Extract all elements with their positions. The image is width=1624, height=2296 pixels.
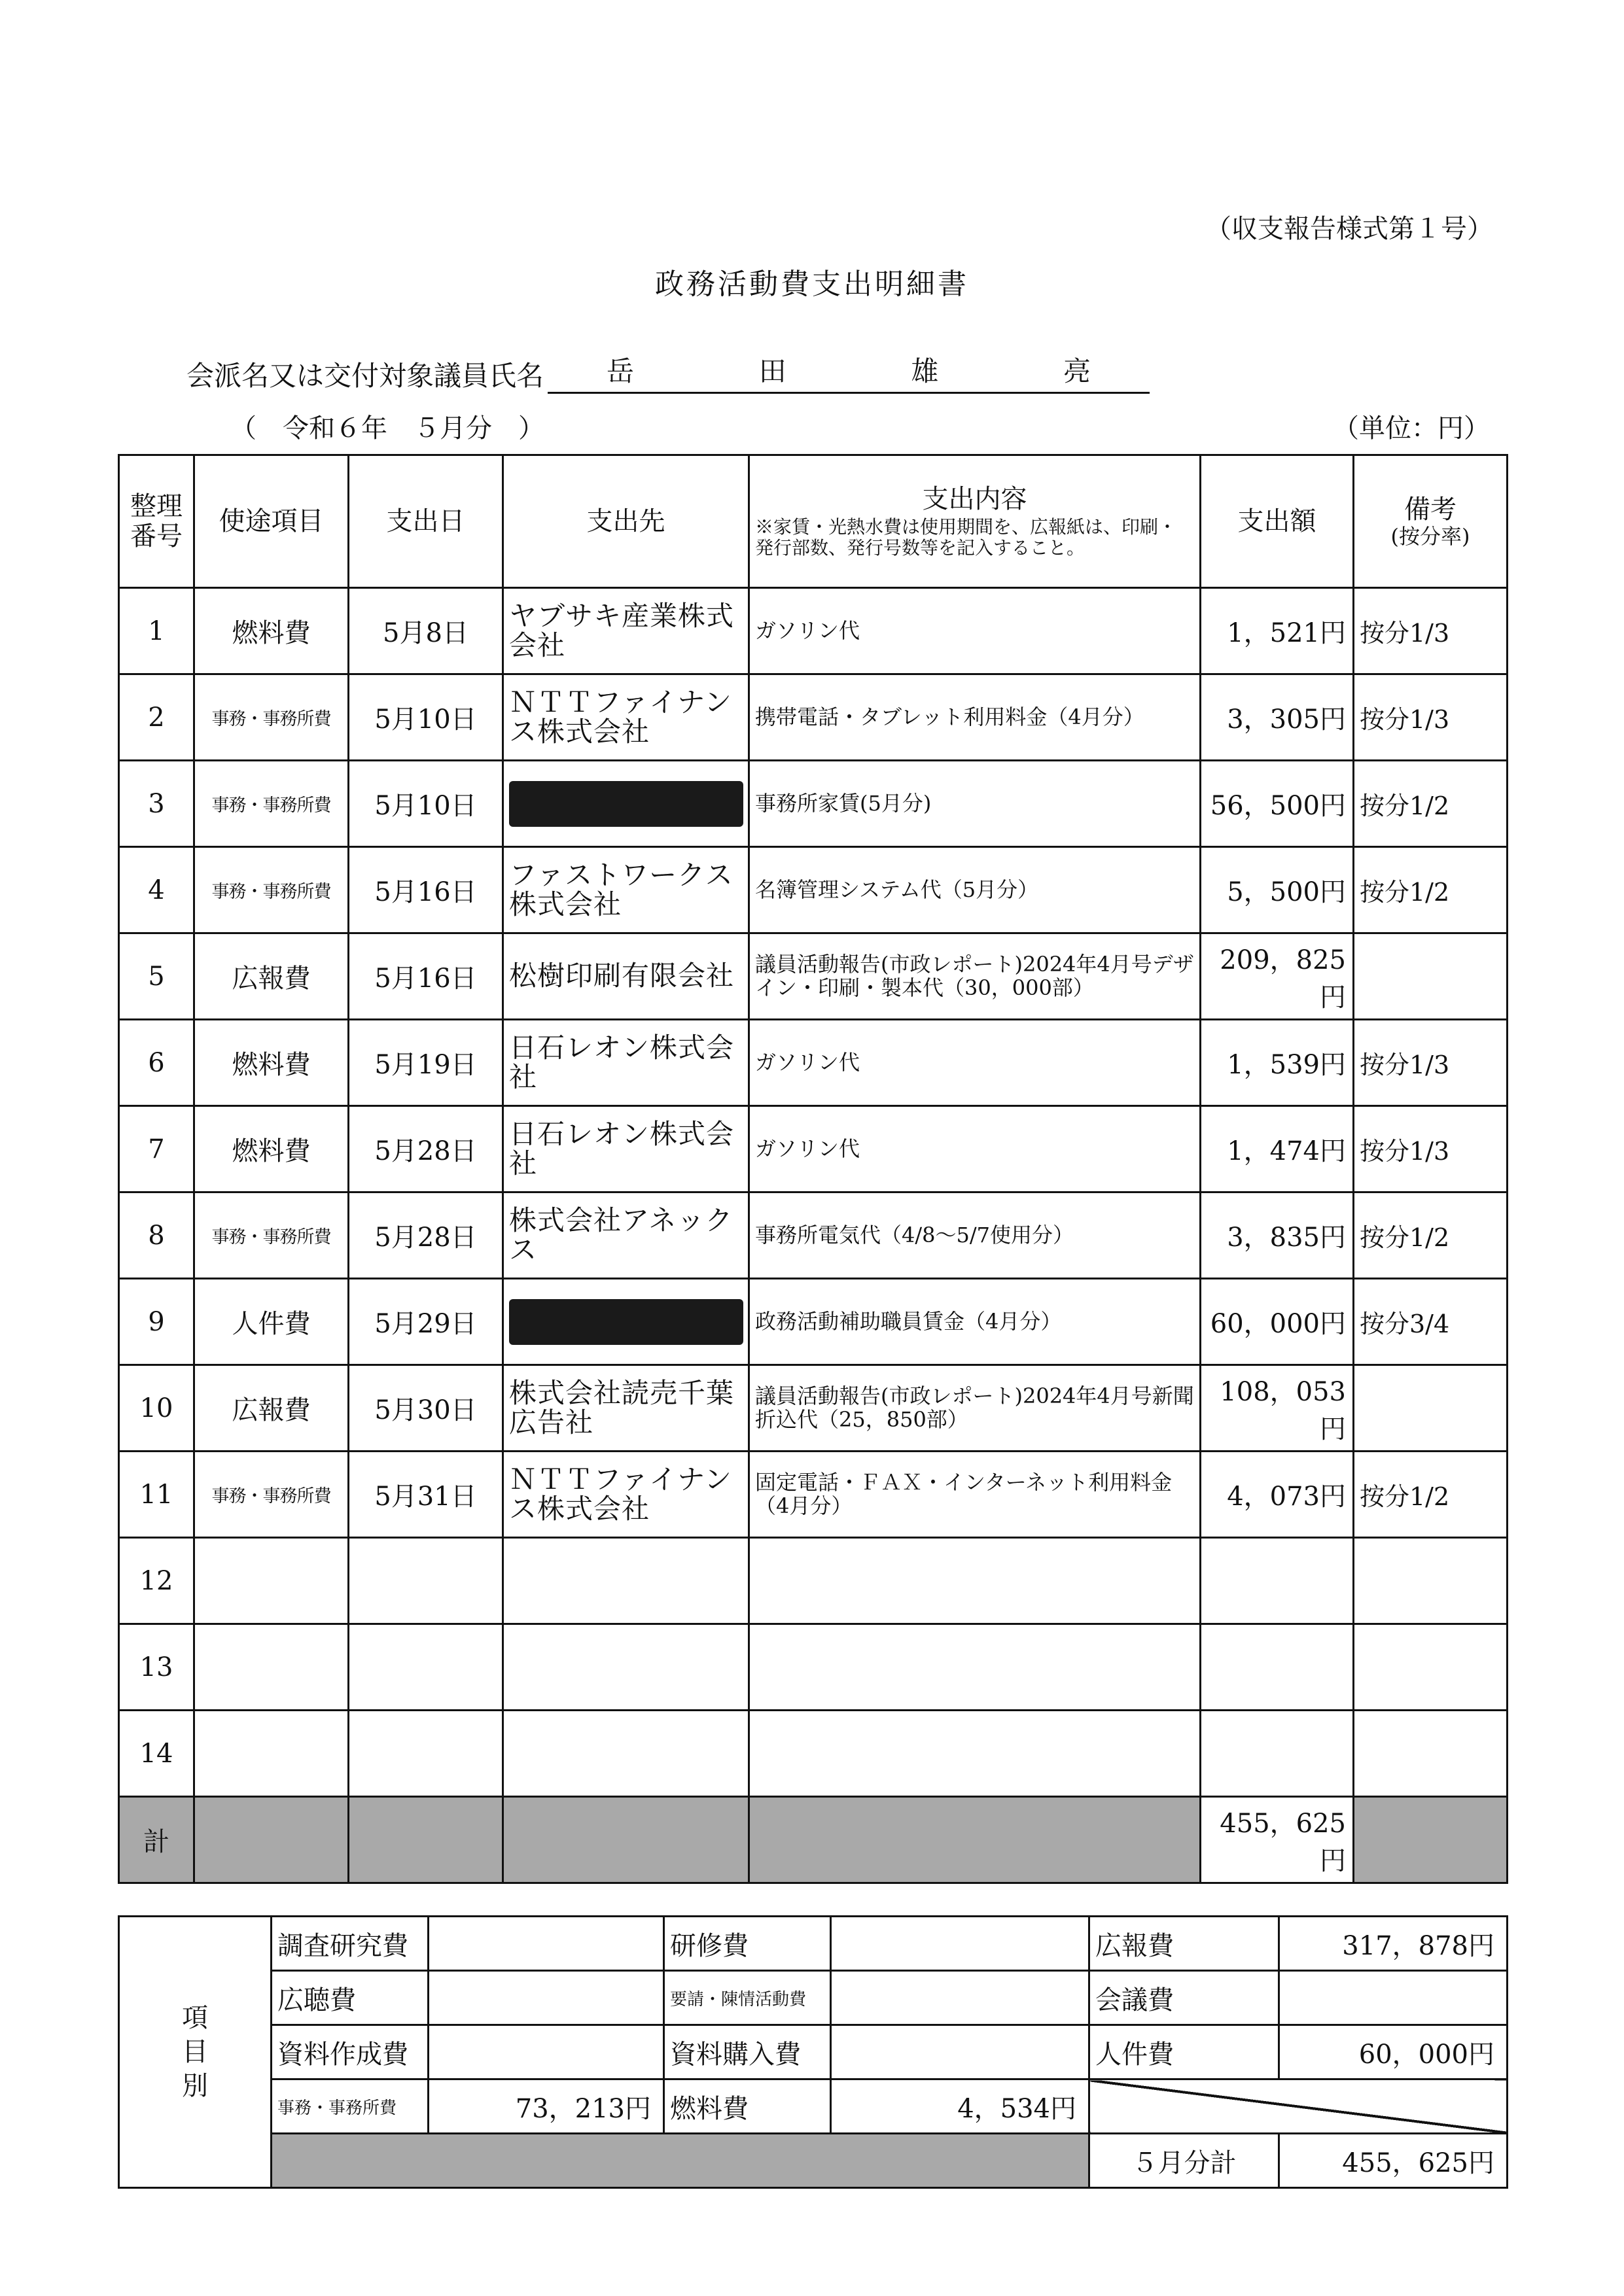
fuel-label: 燃料費 (664, 2079, 831, 2134)
petition-value (831, 1971, 1089, 2025)
unit-label: （単位：円） (1333, 413, 1490, 444)
row-memo: 按分1/2 (1354, 1192, 1508, 1279)
row-no: 12 (119, 1538, 194, 1624)
row-amount: 1，474円 (1201, 1106, 1354, 1192)
row-payee (503, 1624, 749, 1711)
row-category: 燃料費 (194, 1020, 349, 1106)
row-category (194, 1711, 349, 1797)
row-memo (1354, 1711, 1508, 1797)
research-value (429, 1917, 664, 1971)
row-memo: 按分1/3 (1354, 1106, 1508, 1192)
table-row (119, 1106, 1508, 1192)
total-row (119, 1797, 1508, 1883)
total-filler (349, 1797, 503, 1883)
row-memo (1354, 1624, 1508, 1711)
table-row (119, 1020, 1508, 1106)
row-amount: 3，835円 (1201, 1192, 1354, 1279)
row-amount (1201, 1624, 1354, 1711)
total-filler (749, 1797, 1201, 1883)
row-detail: 政務活動補助職員賃金（4月分） (749, 1279, 1201, 1365)
header-detail-title: 支出内容 (922, 483, 1027, 514)
redaction-bar (509, 781, 743, 827)
row-category: 人件費 (194, 1279, 349, 1365)
office-value: 73，213円 (429, 2079, 664, 2134)
table-row (119, 674, 1508, 761)
row-detail: ガソリン代 (749, 1106, 1201, 1192)
row-category: 燃料費 (194, 1106, 349, 1192)
hearing-value (429, 1971, 664, 2025)
header-detail (749, 455, 1201, 588)
row-no: 4 (119, 847, 194, 933)
row-date: 5月28日 (349, 1192, 503, 1279)
gray-filler (272, 2134, 1089, 2188)
meeting-value (1279, 1971, 1508, 2025)
row-no: 5 (119, 933, 194, 1020)
header-detail-note: ※家賃・光熱水費は使用期間を、広報紙は、印刷・発行部数、発行号数等を記入すること。 (755, 515, 1177, 559)
table-row (119, 1279, 1508, 1365)
row-amount: 3，305円 (1201, 674, 1354, 761)
summary-side-label (119, 1917, 272, 2188)
total-amount: 455，625円 (1201, 1797, 1354, 1883)
research-label: 調査研究費 (272, 1917, 429, 1971)
row-detail (749, 1711, 1201, 1797)
page-title: 政務活動費支出明細書 (655, 268, 969, 301)
office-label: 事務・事務所費 (272, 2079, 429, 2134)
row-no: 10 (119, 1365, 194, 1452)
row-date (349, 1538, 503, 1624)
row-payee: 松樹印刷有限会社 (503, 933, 749, 1020)
table-row (119, 1365, 1508, 1452)
table-row (119, 1624, 1508, 1711)
row-amount: 1，539円 (1201, 1020, 1354, 1106)
row-no: 6 (119, 1020, 194, 1106)
row-detail: 議員活動報告(市政レポート)2024年4月号デザイン・印刷・製本代（30，000部） (749, 933, 1201, 1020)
redaction-bar (509, 1299, 743, 1345)
row-amount: 5，500円 (1201, 847, 1354, 933)
row-payee (503, 761, 749, 847)
total-filler (503, 1797, 749, 1883)
row-category: 事務・事務所費 (194, 1452, 349, 1538)
row-date (349, 1624, 503, 1711)
row-detail: 事務所家賃(5月分) (749, 761, 1201, 847)
docpurchase-value (831, 2025, 1089, 2079)
row-no: 9 (119, 1279, 194, 1365)
row-no: 1 (119, 588, 194, 674)
row-memo (1354, 933, 1508, 1020)
row-amount: 60，000円 (1201, 1279, 1354, 1365)
row-amount: 209，825円 (1201, 933, 1354, 1020)
name-label: 会派名又は交付対象議員氏名 (186, 360, 544, 392)
member-name (548, 350, 1150, 394)
row-date: 5月30日 (349, 1365, 503, 1452)
row-amount: 56，500円 (1201, 761, 1354, 847)
row-payee: ヤブサキ産業株式会社 (503, 588, 749, 674)
row-amount (1201, 1711, 1354, 1797)
pr-value: 317，878円 (1279, 1917, 1508, 1971)
row-memo: 按分1/3 (1354, 1020, 1508, 1106)
row-memo (1354, 1365, 1508, 1452)
name-row (186, 350, 1150, 394)
header-memo (1354, 455, 1508, 588)
row-amount: 4，073円 (1201, 1452, 1354, 1538)
table-row (119, 588, 1508, 674)
row-memo: 按分1/2 (1354, 847, 1508, 933)
row-detail: 議員活動報告(市政レポート)2024年4月号新聞折込代（25，850部） (749, 1365, 1201, 1452)
row-memo: 按分1/2 (1354, 1452, 1508, 1538)
row-detail: ガソリン代 (749, 1020, 1201, 1106)
row-payee: ファストワークス株式会社 (503, 847, 749, 933)
docmaking-label: 資料作成費 (272, 2025, 429, 2079)
header-no: 整理番号 (119, 455, 194, 588)
pr-label: 広報費 (1089, 1917, 1279, 1971)
header-amount: 支出額 (1201, 455, 1354, 588)
row-category: 事務・事務所費 (194, 761, 349, 847)
form-number: （収支報告様式第１号） (1205, 214, 1493, 244)
table-row (119, 1711, 1508, 1797)
row-payee (503, 1711, 749, 1797)
row-memo: 按分1/3 (1354, 674, 1508, 761)
row-date: 5月28日 (349, 1106, 503, 1192)
row-detail: 事務所電気代（4/8～5/7使用分） (749, 1192, 1201, 1279)
name-char: 田 (758, 355, 786, 387)
summary-side-text: 項目別 (182, 2003, 208, 2101)
training-label: 研修費 (664, 1917, 831, 1971)
row-payee: ＮＴＴファイナンス株式会社 (503, 674, 749, 761)
row-payee (503, 1279, 749, 1365)
hearing-label: 広聴費 (272, 1971, 429, 2025)
row-date: 5月8日 (349, 588, 503, 674)
row-detail (749, 1624, 1201, 1711)
row-category: 燃料費 (194, 588, 349, 674)
header-payee: 支出先 (503, 455, 749, 588)
name-char: 亮 (1063, 355, 1091, 387)
training-value (831, 1917, 1089, 1971)
total-label: 計 (119, 1797, 194, 1883)
row-memo: 按分1/3 (1354, 588, 1508, 674)
row-date: 5月16日 (349, 933, 503, 1020)
row-no: 11 (119, 1452, 194, 1538)
row-no: 2 (119, 674, 194, 761)
table-row (119, 933, 1508, 1020)
row-amount: 108，053円 (1201, 1365, 1354, 1452)
row-category (194, 1538, 349, 1624)
petition-label: 要請・陳情活動費 (664, 1971, 831, 2025)
row-no: 8 (119, 1192, 194, 1279)
table-row (119, 1452, 1508, 1538)
row-date: 5月31日 (349, 1452, 503, 1538)
table-row (119, 1538, 1508, 1624)
header-date: 支出日 (349, 455, 503, 588)
row-payee: 日石レオン株式会社 (503, 1020, 749, 1106)
row-payee: 日石レオン株式会社 (503, 1106, 749, 1192)
header-memo-sub: (按分率) (1390, 523, 1470, 549)
row-detail (749, 1538, 1201, 1624)
row-category: 事務・事務所費 (194, 674, 349, 761)
row-category (194, 1624, 349, 1711)
row-memo: 按分3/4 (1354, 1279, 1508, 1365)
row-amount (1201, 1538, 1354, 1624)
row-detail: 固定電話・ＦＡＸ・インターネット利用料金（4月分） (749, 1452, 1201, 1538)
row-category: 広報費 (194, 1365, 349, 1452)
table-row (119, 1192, 1508, 1279)
row-detail: 携帯電話・タブレット利用料金（4月分） (749, 674, 1201, 761)
row-payee: 株式会社読売千葉広告社 (503, 1365, 749, 1452)
name-char: 岳 (607, 355, 635, 387)
total-filler (1354, 1797, 1508, 1883)
row-category: 事務・事務所費 (194, 847, 349, 933)
month-total-label: ５月分計 (1089, 2134, 1279, 2188)
name-char: 雄 (911, 355, 939, 387)
row-payee (503, 1538, 749, 1624)
period: （ 令和６年 ５月分 ） (230, 413, 544, 444)
row-date: 5月19日 (349, 1020, 503, 1106)
fuel-value: 4，534円 (831, 2079, 1089, 2134)
table-row (119, 761, 1508, 847)
row-category: 広報費 (194, 933, 349, 1020)
total-filler (194, 1797, 349, 1883)
row-date: 5月16日 (349, 847, 503, 933)
row-date: 5月10日 (349, 761, 503, 847)
row-memo: 按分1/2 (1354, 761, 1508, 847)
personnel-value: 60，000円 (1279, 2025, 1508, 2079)
expense-table (118, 454, 1508, 1884)
row-no: 13 (119, 1624, 194, 1711)
diagonal-cell (1089, 2079, 1508, 2134)
row-no: 14 (119, 1711, 194, 1797)
docmaking-value (429, 2025, 664, 2079)
row-no: 7 (119, 1106, 194, 1192)
personnel-label: 人件費 (1089, 2025, 1279, 2079)
row-category: 事務・事務所費 (194, 1192, 349, 1279)
row-detail: ガソリン代 (749, 588, 1201, 674)
row-date: 5月10日 (349, 674, 503, 761)
row-no: 3 (119, 761, 194, 847)
row-amount: 1，521円 (1201, 588, 1354, 674)
meeting-label: 会議費 (1089, 1971, 1279, 2025)
row-payee: ＮＴＴファイナンス株式会社 (503, 1452, 749, 1538)
row-date: 5月29日 (349, 1279, 503, 1365)
summary-table (118, 1915, 1508, 2189)
table-row (119, 847, 1508, 933)
header-category: 使途項目 (194, 455, 349, 588)
row-memo (1354, 1538, 1508, 1624)
row-payee: 株式会社アネックス (503, 1192, 749, 1279)
header-memo-title: 備考 (1404, 494, 1456, 525)
row-detail: 名簿管理システム代（5月分） (749, 847, 1201, 933)
row-date (349, 1711, 503, 1797)
table-header-row (119, 455, 1508, 588)
month-total-value: 455，625円 (1279, 2134, 1508, 2188)
docpurchase-label: 資料購入費 (664, 2025, 831, 2079)
